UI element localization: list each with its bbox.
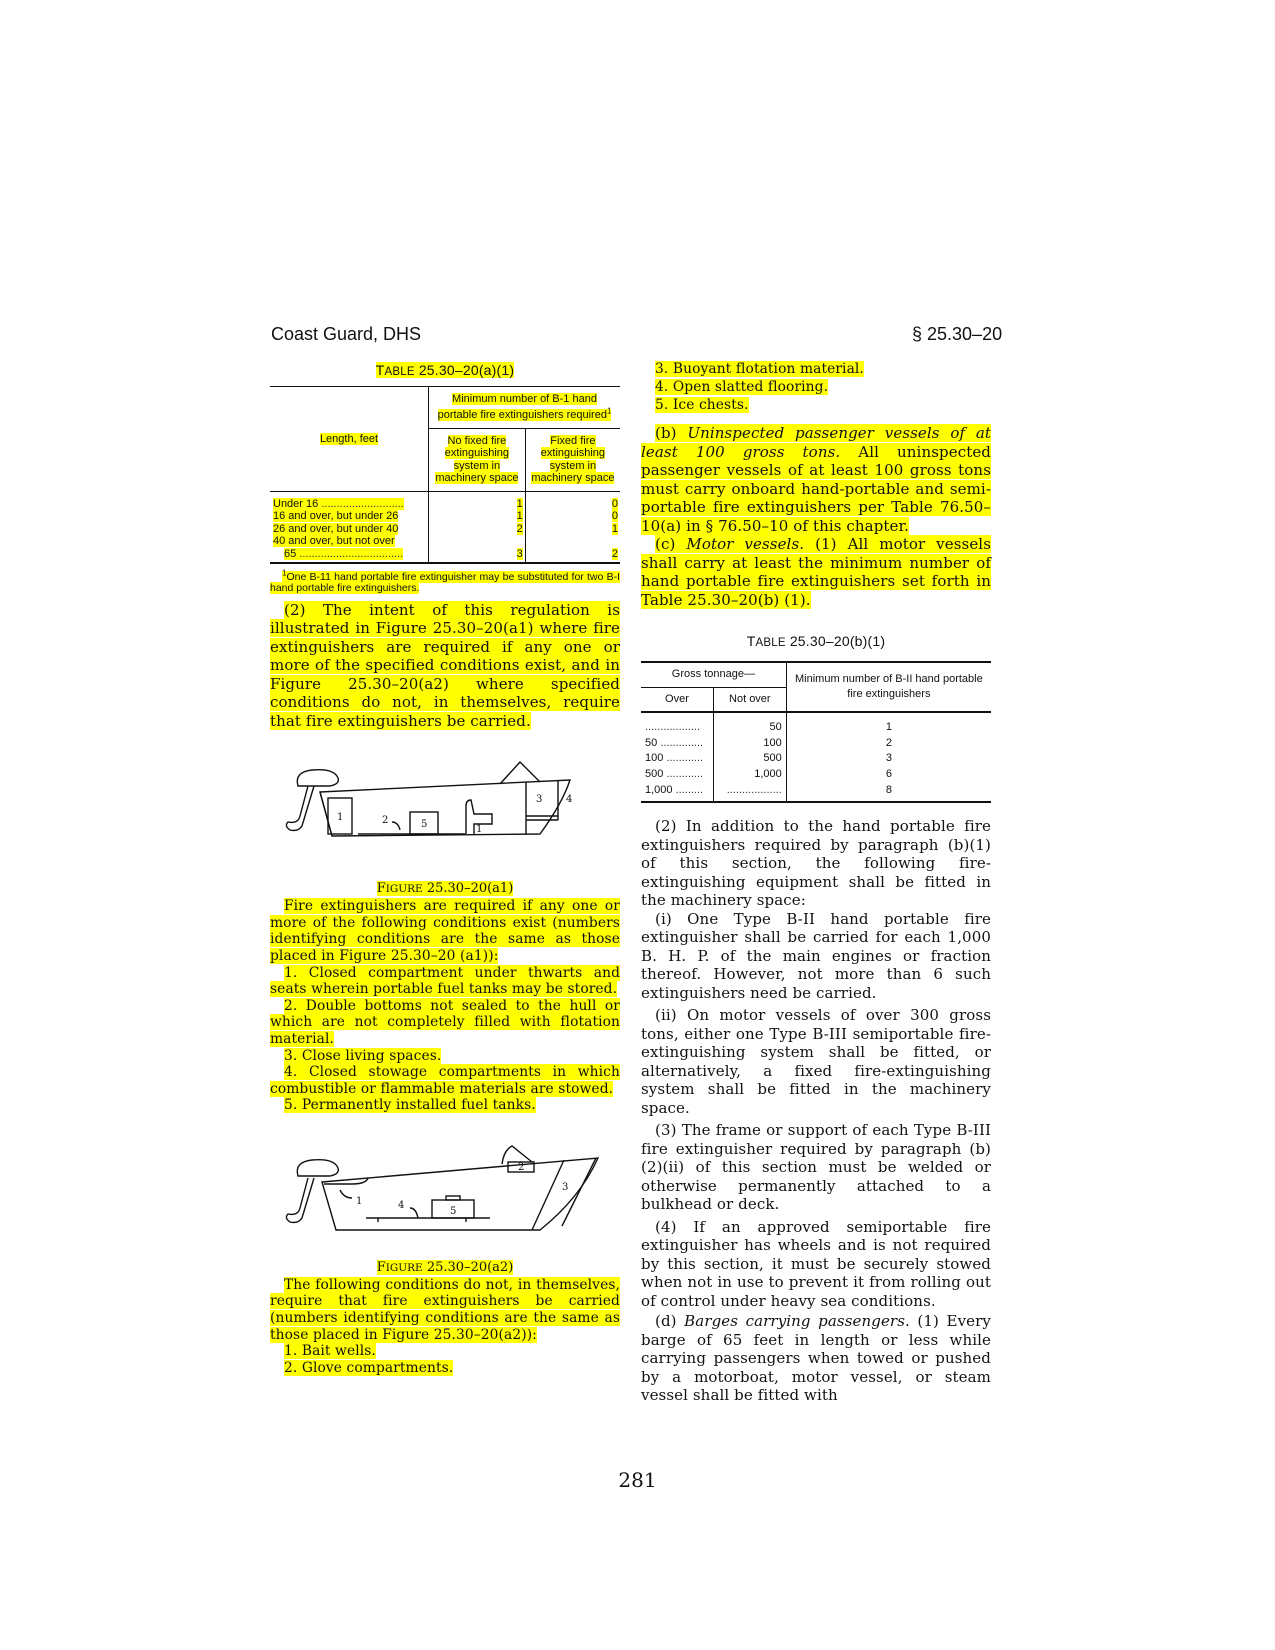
- table-row: 40 and over, but not over: [270, 535, 620, 548]
- running-head-agency: Coast Guard, DHS: [271, 324, 422, 344]
- svg-text:1: 1: [356, 1195, 363, 1207]
- table-row: 500 ............ 1,000 6: [641, 767, 991, 783]
- paragraph-c2: (2) In addition to the hand portable fire extinguishers required by paragraph (b)(1) of this section, the following fire-extinguishing equipment shall be fitted in the machinery space:: [641, 817, 991, 910]
- svg-text:2: 2: [518, 1161, 525, 1173]
- svg-text:4: 4: [566, 794, 573, 806]
- col-header-over: Over: [641, 687, 713, 712]
- figure-a2-caption: FIGURE 25.30–20(a2): [376, 1259, 514, 1275]
- svg-text:5: 5: [450, 1205, 457, 1217]
- list-item: 5. Permanently installed fuel tanks.: [284, 1097, 536, 1114]
- table-row: 50 .............. 100 2: [641, 736, 991, 752]
- table-a: [270, 386, 620, 564]
- col-header-no-fixed: No fixed fire extinguishing system in machinery space: [429, 428, 526, 491]
- boat-drawing-a2: [270, 1136, 620, 1256]
- figure-a1-intro: Fire extinguishers are required if any one or more of the following conditions exist (numbers identifying conditions are the same as those placed in Figure 25.30–20 (a1)):: [270, 898, 620, 964]
- paragraph-a2: (2) The intent of this regulation is illustrated in Figure 25.30–20(a1) where fire extinguishers are required if any one or more of the specified conditions exist, and in Figure 25.30–20(a2) where specified conditions do not, in themselves, require that fire extinguishers be carried.: [270, 600, 620, 730]
- svg-text:4: 4: [398, 1199, 405, 1211]
- running-head-section: § 25.30–20: [912, 324, 1003, 344]
- list-item: 4. Closed stowage compartments in which combustible or flammable materials are stowed.: [270, 1064, 620, 1097]
- svg-text:5: 5: [421, 819, 428, 831]
- table-b: [641, 661, 991, 803]
- right-column: [641, 360, 991, 1405]
- list-item: 1. Bait wells.: [284, 1343, 376, 1360]
- col-header-gross-tonnage: Gross tonnage—: [641, 662, 786, 687]
- list-item: 1. Closed compartment under thwarts and seats wherein portable fuel tanks may be stored.: [270, 964, 620, 998]
- paragraph-c2-i: (i) One Type B-II hand portable fire extinguisher shall be carried for each 1,000 B. H. P. of the main engines or fraction thereof. However, not more than 6 such extinguishers need be carried.: [641, 909, 991, 1002]
- figure-a2-intro: The following conditions do not, in themselves, require that fire extinguishers be carried (numbers identifying conditions are the same as those placed in Figure 25.30–20(a2)):: [270, 1276, 620, 1343]
- table-row: 65 .................................. 3 2: [270, 548, 620, 564]
- table-a-footnote: $^1$One B-11 hand portable fire extinguisher may be substituted for two B-I hand portable fire extinguishers.: [270, 568, 620, 595]
- list-item: 3. Close living spaces.: [284, 1047, 442, 1064]
- col-header-min-extinguishers: Minimum number of B-II hand portable fire extinguishers: [786, 662, 991, 712]
- table-row: 16 and over, but under 26 1 0: [273, 510, 618, 523]
- table-row: 1,000 ......... .................. 8: [641, 783, 991, 803]
- table-a-title: TABLE 25.30–20(a)(1): [375, 362, 515, 378]
- table-row: 26 and over, but under 40 2 1: [273, 522, 618, 535]
- list-item: 3. Buoyant flotation material.: [655, 361, 864, 377]
- list-item: 4. Open slatted flooring.: [655, 379, 829, 395]
- list-item: 2. Glove compartments.: [284, 1359, 454, 1376]
- col-header-group: Minimum number of B-1 hand portable fire extinguishers required$^1$: [429, 387, 621, 429]
- paragraph-c: (c) Motor vessels. (1) All motor vessels shall carry at least the minimum number of hand portable fire extinguishers set forth in Table 25.30–20(b) (1).: [641, 535, 991, 609]
- svg-text:3: 3: [536, 794, 543, 806]
- left-column: [270, 360, 620, 1376]
- boat-drawing-a1: [270, 750, 620, 875]
- table-row: .................. 50 1: [641, 712, 991, 736]
- table-b-title: TABLE 25.30–20(b)(1): [746, 633, 886, 649]
- paragraph-b: (b) Uninspected passenger vessels of at least 100 gross tons. All uninspected passenger vessels of at least 100 gross tons must carry onboard hand-portable and semi-portable fire extinguishers per Table 76.50–10(a) in § 76.50–10 of this chapter.: [641, 424, 991, 535]
- col-header-length: Length, feet: [270, 387, 429, 492]
- table-row: Under 16 ........................... 1 0: [270, 491, 620, 510]
- table-row: 100 ............ 500 3: [641, 751, 991, 767]
- figure-a2-boat-illustration: [270, 1136, 620, 1256]
- list-item: 2. Double bottoms not sealed to the hull or which are not completely filled with flotation material.: [270, 997, 620, 1047]
- paragraph-c4: (4) If an approved semiportable fire extinguisher has wheels and is not required by this section, it must be securely stowed when not in use to prevent it from rolling out of control under heavy sea conditions.: [641, 1217, 991, 1310]
- col-header-fixed: Fixed fire extinguishing system in machinery space: [525, 428, 620, 491]
- col-header-not-over: Not over: [713, 687, 786, 712]
- svg-text:3: 3: [562, 1181, 569, 1193]
- figure-a1-caption: FIGURE 25.30–20(a1): [376, 881, 514, 897]
- paragraph-c3: (3) The frame or support of each Type B-III fire extinguisher required by paragraph (b)(2)(ii) of this section must be welded or otherwise permanently attached to a bulkhead or deck.: [641, 1121, 991, 1214]
- paragraph-d: (d) Barges carrying passengers. (1) Every barge of 65 feet in length or less while carrying passengers when towed or pushed by a motorboat, motor vessel, or steam vessel shall be fitted with: [641, 1312, 991, 1405]
- svg-text:1: 1: [337, 812, 344, 824]
- svg-text:1: 1: [476, 824, 483, 836]
- list-item: 5. Ice chests.: [655, 397, 749, 413]
- page-number: 281: [618, 1468, 657, 1492]
- svg-text:2: 2: [382, 815, 389, 827]
- paragraph-c2-ii: (ii) On motor vessels of over 300 gross tons, either one Type B-III semiportable fire-extinguishing system shall be fitted, or alternatively, a fixed fire-extinguishing system shall be fitted in the machinery space.: [641, 1006, 991, 1117]
- figure-a1-boat-illustration: [270, 750, 620, 875]
